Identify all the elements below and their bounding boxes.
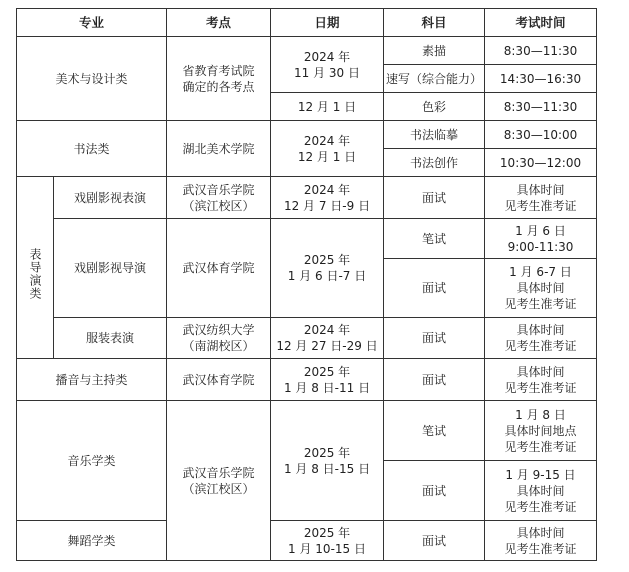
subject-cell: 色彩 [384, 93, 485, 121]
header-date: 日期 [271, 9, 384, 37]
table-row [17, 359, 597, 401]
header-venue: 考点 [167, 9, 271, 37]
subject-cell: 速写（综合能力） [384, 65, 485, 93]
subject-cell: 面试 [384, 177, 485, 219]
major-cell: 舞蹈学类 [17, 521, 167, 561]
date-cell: 2025 年 1 月 8 日-15 日 [271, 401, 384, 521]
major-cell: 美术与设计类 [17, 37, 167, 121]
subject-cell: 面试 [384, 461, 485, 521]
table-header-row [17, 9, 597, 37]
subject-cell: 书法创作 [384, 149, 485, 177]
venue-cell: 武汉体育学院 [167, 359, 271, 401]
date-cell: 2024 年 12 月 7 日-9 日 [271, 177, 384, 219]
time-cell: 1 月 6 日 9:00-11:30 [485, 219, 597, 259]
header-subject: 科目 [384, 9, 485, 37]
major-cell: 书法类 [17, 121, 167, 177]
table-row [17, 401, 597, 461]
venue-cell: 武汉音乐学院 （滨江校区） [167, 177, 271, 219]
subject-cell: 面试 [384, 359, 485, 401]
table-row [17, 219, 597, 259]
subject-cell: 素描 [384, 37, 485, 65]
major-cell: 服装表演 [54, 318, 167, 359]
major-cell: 戏剧影视导演 [54, 219, 167, 318]
subject-cell: 面试 [384, 318, 485, 359]
venue-cell: 省教育考试院 确定的各考点 [167, 37, 271, 121]
time-cell: 8:30—11:30 [485, 93, 597, 121]
table-row [17, 121, 597, 149]
subject-cell: 面试 [384, 521, 485, 561]
time-cell: 具体时间 见考生准考证 [485, 359, 597, 401]
time-cell: 1 月 9-15 日 具体时间 见考生准考证 [485, 461, 597, 521]
subject-cell: 笔试 [384, 219, 485, 259]
subject-cell: 面试 [384, 259, 485, 318]
date-cell: 12 月 1 日 [271, 93, 384, 121]
major-cell: 戏剧影视表演 [54, 177, 167, 219]
time-cell: 8:30—10:00 [485, 121, 597, 149]
subject-cell: 笔试 [384, 401, 485, 461]
exam-schedule-table [16, 8, 597, 561]
time-cell: 具体时间 见考生准考证 [485, 177, 597, 219]
group-cell [17, 177, 54, 359]
major-cell: 音乐学类 [17, 401, 167, 521]
header-major: 专业 [17, 9, 167, 37]
time-cell: 1 月 6-7 日 具体时间 见考生准考证 [485, 259, 597, 318]
date-cell: 2025 年 1 月 10-15 日 [271, 521, 384, 561]
time-cell: 具体时间 见考生准考证 [485, 521, 597, 561]
table-row [17, 37, 597, 65]
date-cell: 2024 年 12 月 27 日-29 日 [271, 318, 384, 359]
date-cell: 2025 年 1 月 8 日-11 日 [271, 359, 384, 401]
venue-cell: 武汉音乐学院 （滨江校区） [167, 401, 271, 561]
table-row [17, 521, 597, 561]
time-cell: 具体时间 见考生准考证 [485, 318, 597, 359]
subject-cell: 书法临摹 [384, 121, 485, 149]
time-cell: 8:30—11:30 [485, 37, 597, 65]
major-cell: 播音与主持类 [17, 359, 167, 401]
group-label: 表导演类 [28, 247, 42, 300]
time-cell: 14:30—16:30 [485, 65, 597, 93]
date-cell: 2025 年 1 月 6 日-7 日 [271, 219, 384, 318]
time-cell: 1 月 8 日 具体时间地点 见考生准考证 [485, 401, 597, 461]
time-cell: 10:30—12:00 [485, 149, 597, 177]
date-cell: 2024 年 11 月 30 日 [271, 37, 384, 93]
venue-cell: 湖北美术学院 [167, 121, 271, 177]
table-row [17, 318, 597, 359]
venue-cell: 武汉纺织大学 （南湖校区） [167, 318, 271, 359]
table-row [17, 177, 597, 219]
date-cell: 2024 年 12 月 1 日 [271, 121, 384, 177]
venue-cell: 武汉体育学院 [167, 219, 271, 318]
header-time: 考试时间 [485, 9, 597, 37]
